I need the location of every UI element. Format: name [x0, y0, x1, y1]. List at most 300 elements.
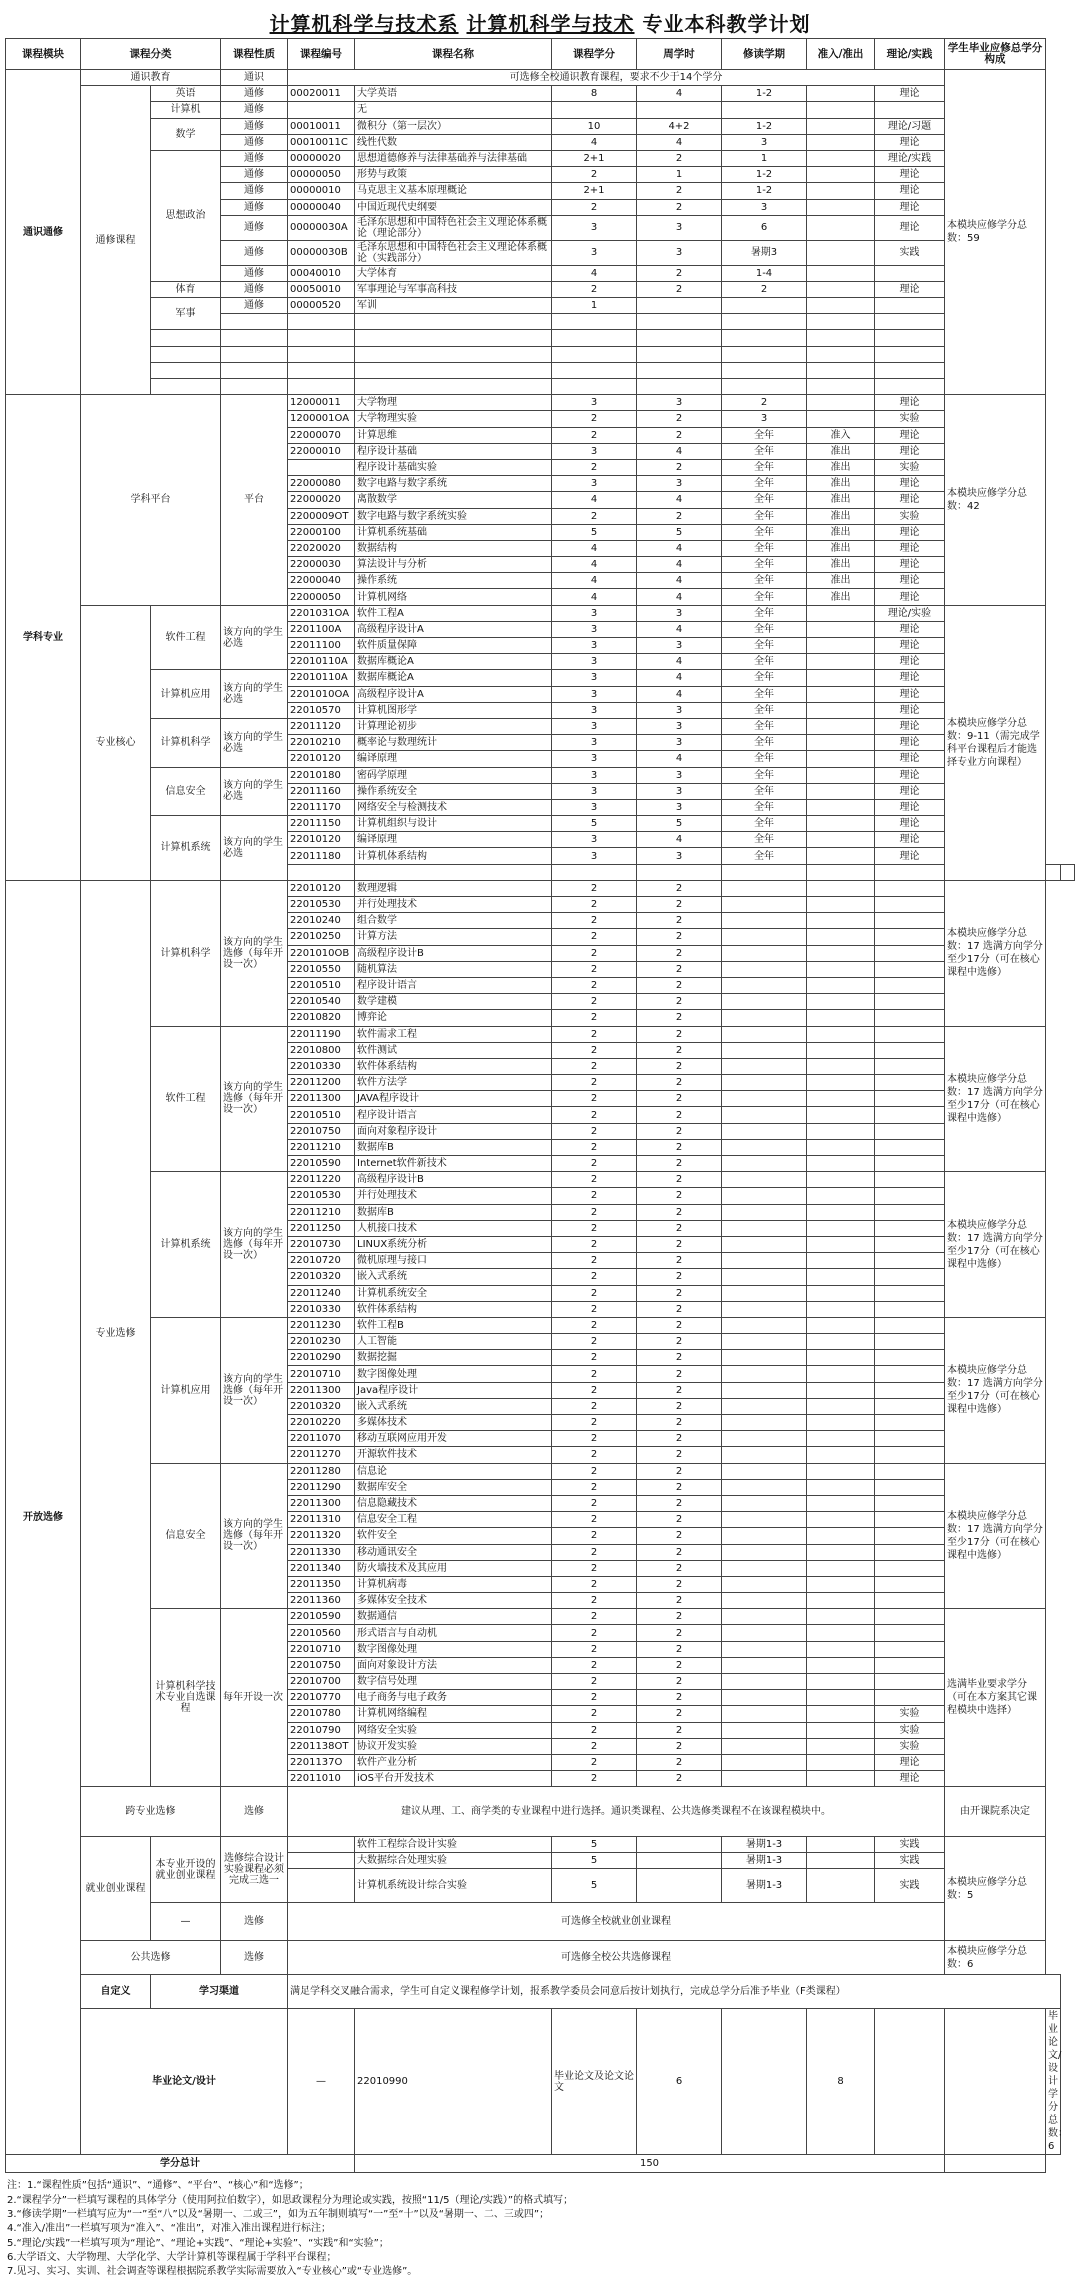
- course-name-cell: 软件方法学: [355, 1075, 552, 1091]
- access-cell: [807, 1317, 875, 1333]
- access-cell: [807, 686, 875, 702]
- header-code: 课程编号: [288, 39, 355, 70]
- semester-cell: [722, 994, 807, 1010]
- code-cell: 22010750: [288, 1123, 355, 1139]
- credit-cell: 2: [552, 897, 637, 913]
- table-row: [6, 1837, 1075, 1853]
- module-total-cell: 毕业论文/设计学分总数：6: [1046, 2009, 1061, 2155]
- code-cell: 22011100: [288, 638, 355, 654]
- semester-cell: 全年: [722, 621, 807, 637]
- course-name-cell: 毛泽东思想和中国特色社会主义理论体系概论（理论部分）: [355, 215, 552, 240]
- access-cell: [807, 1107, 875, 1123]
- table-row: [6, 362, 1075, 378]
- semester-cell: 1-2: [722, 118, 807, 134]
- nature-cell: 选修综合设计实验课程必须完成三选一: [221, 1837, 288, 1903]
- course-name-cell: 计算机系统基础: [355, 524, 552, 540]
- credit-cell: 4: [552, 134, 637, 150]
- theory-practice-cell: 理论: [875, 395, 945, 411]
- course-name-cell: 随机算法: [355, 961, 552, 977]
- theory-practice-cell: 理论: [875, 215, 945, 240]
- theory-practice-cell: 理论/实践: [875, 150, 945, 166]
- course-name-cell: 大学物理: [355, 395, 552, 411]
- theory-practice-cell: [875, 1204, 945, 1220]
- course-name-cell: 软件质量保障: [355, 638, 552, 654]
- credit-cell: 3: [552, 832, 637, 848]
- theory-practice-cell: [875, 298, 945, 314]
- access-cell: [807, 848, 875, 864]
- code-cell: 00010011C: [288, 134, 355, 150]
- course-name-cell: [355, 362, 552, 378]
- weekly-hours-cell: 2: [637, 508, 722, 524]
- course-name-cell: 数据通信: [355, 1609, 552, 1625]
- credit-cell: 3: [552, 443, 637, 459]
- access-cell: [807, 362, 875, 378]
- course-name-cell: [355, 379, 552, 395]
- nature-cell: [221, 346, 288, 362]
- code-cell: 22010110A: [288, 654, 355, 670]
- semester-cell: [722, 102, 807, 118]
- theory-practice-cell: [875, 1593, 945, 1609]
- access-cell: [807, 1042, 875, 1058]
- course-name-cell: 嵌入式系统: [355, 1269, 552, 1285]
- credit-cell: 4: [552, 589, 637, 605]
- access-cell: [807, 1447, 875, 1463]
- module-total-cell: 本模块应修学分总数：17 选满方向学分至少17分（可在核心课程中选修）: [945, 1317, 1046, 1463]
- credit-cell: [552, 362, 637, 378]
- theory-practice-cell: [875, 1576, 945, 1592]
- weekly-hours-cell: 2: [637, 1366, 722, 1382]
- theory-practice-cell: [875, 1609, 945, 1625]
- theory-practice-cell: [875, 362, 945, 378]
- credit-cell: 8: [552, 86, 637, 102]
- credit-cell: 4: [552, 557, 637, 573]
- credit-cell: 2: [552, 1560, 637, 1576]
- access-cell: [807, 1463, 875, 1479]
- semester-cell: [722, 1253, 807, 1269]
- credit-cell: 2: [552, 1479, 637, 1495]
- subcategory-cell: [288, 864, 355, 880]
- credit-cell: 2: [552, 1253, 637, 1269]
- code-cell: 22010120: [288, 832, 355, 848]
- code-cell: 1200001OA: [288, 411, 355, 427]
- weekly-hours-cell: 2: [637, 1706, 722, 1722]
- theory-practice-cell: [875, 945, 945, 961]
- access-cell: [807, 1172, 875, 1188]
- semester-cell: 全年: [722, 557, 807, 573]
- access-cell: [807, 1495, 875, 1511]
- subcategory-cell: 计算机系统: [151, 816, 221, 881]
- code-cell: 22010710: [288, 1641, 355, 1657]
- span-text-cell: 可选修全校就业创业课程: [288, 1903, 945, 1941]
- notes: [5, 2179, 1075, 2279]
- code-cell: 22011120: [288, 718, 355, 734]
- weekly-hours-cell: 4: [637, 832, 722, 848]
- nature-cell: 通修: [221, 265, 288, 281]
- credit-cell: [552, 330, 637, 346]
- module-cell: 学科专业: [6, 395, 81, 881]
- weekly-hours-cell: 3: [637, 848, 722, 864]
- table-row: [6, 281, 1075, 297]
- course-name-cell: 嵌入式系统: [355, 1398, 552, 1414]
- course-name-cell: [355, 314, 552, 330]
- nature-cell: [221, 314, 288, 330]
- course-name-cell: 高级程序设计A: [355, 621, 552, 637]
- code-cell: 22010780: [288, 1706, 355, 1722]
- theory-practice-cell: [875, 1091, 945, 1107]
- weekly-hours-cell: 2: [637, 1269, 722, 1285]
- credit-cell: 3: [552, 240, 637, 265]
- nature-cell: 该方向的学生必选: [221, 670, 288, 719]
- weekly-hours-cell: 4+2: [637, 118, 722, 134]
- theory-practice-cell: [875, 1042, 945, 1058]
- access-cell: [807, 1479, 875, 1495]
- weekly-hours-cell: [637, 314, 722, 330]
- weekly-hours-cell: 2: [637, 265, 722, 281]
- course-name-cell: 软件测试: [355, 1042, 552, 1058]
- table-row: [6, 118, 1075, 134]
- theory-practice-cell: 理论: [875, 751, 945, 767]
- theory-practice-cell: [875, 929, 945, 945]
- access-cell: 准出: [807, 459, 875, 475]
- access-cell: [807, 1544, 875, 1560]
- credit-cell: 6: [637, 2009, 722, 2155]
- theory-practice-cell: 理论: [875, 686, 945, 702]
- access-cell: [807, 215, 875, 240]
- access-cell: [807, 1350, 875, 1366]
- nature-cell: 该方向的学生选修（每年开设一次）: [221, 1463, 288, 1609]
- subcategory-cell: 本专业开设的就业创业课程: [151, 1837, 221, 1903]
- course-name-cell: 中国近现代史纲要: [355, 199, 552, 215]
- note-line: 3.“修读学期”一栏填写应为“一”至“八”以及“暑期一、二或三”，如为五年制则填写“一”至“十”以及“暑期一、二、三或四”；: [7, 2208, 550, 2220]
- credit-cell: 2: [552, 1593, 637, 1609]
- weekly-hours-cell: 2: [637, 1771, 722, 1787]
- course-name-cell: 数据库B: [355, 1139, 552, 1155]
- table-row: [6, 767, 1075, 783]
- header-theory-practice: 理论/实践: [875, 39, 945, 70]
- course-name-cell: 程序设计语言: [355, 1107, 552, 1123]
- course-name-cell: [355, 330, 552, 346]
- theory-practice-cell: [875, 1398, 945, 1414]
- code-cell: 2201031OA: [288, 605, 355, 621]
- semester-cell: [722, 1236, 807, 1252]
- semester-cell: [722, 330, 807, 346]
- credit-cell: 2: [552, 1706, 637, 1722]
- weekly-hours-cell: 2: [637, 1738, 722, 1754]
- code-cell: 22011270: [288, 1447, 355, 1463]
- nature-cell: 该方向的学生必选: [221, 767, 288, 816]
- course-name-cell: 软件工程B: [355, 1317, 552, 1333]
- semester-cell: [722, 1495, 807, 1511]
- module-total-cell: 由开课院系决定: [945, 1787, 1046, 1837]
- category-cell: 跨专业选修: [81, 1787, 221, 1837]
- credit-cell: 2: [552, 1366, 637, 1382]
- theory-practice-cell: 理论: [875, 557, 945, 573]
- course-name-cell: 数学建模: [355, 994, 552, 1010]
- credit-cell: 3: [552, 670, 637, 686]
- code-cell: [288, 379, 355, 395]
- code-cell: 22010710: [288, 1366, 355, 1382]
- access-cell: [875, 2009, 945, 2155]
- course-name-cell: 编译原理: [355, 751, 552, 767]
- access-cell: [807, 1674, 875, 1690]
- credit-cell: 2: [552, 1350, 637, 1366]
- semester-cell: [722, 314, 807, 330]
- credit-cell: 3: [552, 735, 637, 751]
- course-name-cell: LINUX系统分析: [355, 1236, 552, 1252]
- weekly-hours-cell: 2: [637, 150, 722, 166]
- semester-cell: 1-2: [722, 183, 807, 199]
- nature-cell: 该方向的学生选修（每年开设一次）: [221, 1026, 288, 1172]
- weekly-hours-cell: [637, 362, 722, 378]
- course-name-cell: 数理逻辑: [355, 880, 552, 896]
- weekly-hours-cell: 3: [637, 735, 722, 751]
- credit-cell: 3: [552, 215, 637, 240]
- course-name-cell: 数据库概论A: [355, 654, 552, 670]
- module-total-cell: 本模块应修学分总数：17 选满方向学分至少17分（可在核心课程中选修）: [945, 880, 1046, 1026]
- access-cell: 准出: [807, 508, 875, 524]
- theory-practice-cell: 实验: [875, 459, 945, 475]
- theory-practice-cell: 理论/实验: [875, 605, 945, 621]
- course-name-cell: 计算方法: [355, 929, 552, 945]
- course-name-cell: 软件产业分析: [355, 1754, 552, 1770]
- weekly-hours-cell: 2: [637, 1123, 722, 1139]
- weekly-hours-cell: 2: [637, 1398, 722, 1414]
- access-cell: [807, 314, 875, 330]
- theory-practice-cell: [875, 994, 945, 1010]
- subcategory-cell: 计算机科学: [151, 880, 221, 1026]
- credit-cell: 2: [552, 1431, 637, 1447]
- semester-cell: [722, 1204, 807, 1220]
- code-cell: 22011210: [288, 1204, 355, 1220]
- weekly-hours-cell: 2: [637, 1026, 722, 1042]
- credit-cell: 2: [552, 1334, 637, 1350]
- semester-cell: [722, 1609, 807, 1625]
- weekly-hours-cell: 4: [637, 86, 722, 102]
- semester-cell: 全年: [722, 492, 807, 508]
- category-cell: 公共选修: [81, 1941, 221, 1975]
- theory-practice-cell: 实验: [875, 508, 945, 524]
- course-name-cell: 形式语言与自动机: [355, 1625, 552, 1641]
- course-name-cell: 形势与政策: [355, 167, 552, 183]
- access-cell: [807, 961, 875, 977]
- theory-practice-cell: 理论: [875, 524, 945, 540]
- access-cell: [807, 1706, 875, 1722]
- course-name-cell: 面向对象程序设计: [355, 1123, 552, 1139]
- theory-practice-cell: [875, 1479, 945, 1495]
- code-cell: 22000020: [288, 492, 355, 508]
- access-cell: [807, 1382, 875, 1398]
- course-name-cell: JAVA程序设计: [355, 1091, 552, 1107]
- access-cell: [807, 994, 875, 1010]
- access-cell: [807, 1156, 875, 1172]
- module-total-cell: 本模块应修学分总数：17 选满方向学分至少17分（可在核心课程中选修）: [945, 1026, 1046, 1172]
- credit-cell: 2: [552, 1042, 637, 1058]
- table-row: [6, 816, 1075, 832]
- weekly-hours-cell: [637, 346, 722, 362]
- nature-cell: 该方向的学生必选: [221, 718, 288, 767]
- credit-cell: 2: [552, 281, 637, 297]
- weekly-hours-cell: [722, 2009, 807, 2155]
- nature-cell: [221, 379, 288, 395]
- course-name-cell: 操作系统: [355, 573, 552, 589]
- nature-cell: 通修: [221, 150, 288, 166]
- weekly-hours-cell: 2: [637, 1350, 722, 1366]
- credit-cell: [722, 864, 807, 880]
- theory-practice-cell: [875, 330, 945, 346]
- credit-cell: 2: [552, 411, 637, 427]
- course-name-cell: 数字电路与数字系统实验: [355, 508, 552, 524]
- semester-cell: [722, 1091, 807, 1107]
- weekly-hours-cell: 2: [637, 1495, 722, 1511]
- code-cell: 22010120: [288, 880, 355, 896]
- theory-practice-cell: 理论: [875, 718, 945, 734]
- code-cell: 22011210: [288, 1139, 355, 1155]
- credit-cell: 2+1: [552, 183, 637, 199]
- subcategory-cell: 计算机: [151, 102, 221, 118]
- span-text-cell: 满足学科交叉融合需求，学生可自定义课程修学计划，报系教学委员会同意后按计划执行，完成总学分后准予毕业（F类课程）: [288, 1975, 1061, 2009]
- course-name-cell: 高级程序设计B: [355, 945, 552, 961]
- theory-practice-cell: [875, 1560, 945, 1576]
- module-cell: 毕业论文/设计: [81, 2009, 288, 2155]
- theory-practice-cell: [875, 1156, 945, 1172]
- course-name-cell: 电子商务与电子政务: [355, 1690, 552, 1706]
- access-cell: [807, 1026, 875, 1042]
- semester-cell: 全年: [722, 459, 807, 475]
- header-total-credits: 学生毕业应修总学分构成: [945, 39, 1046, 70]
- course-name-cell: 计算机网络编程: [355, 1706, 552, 1722]
- semester-cell: 暑期1-3: [722, 1837, 807, 1853]
- module-total-cell: 本模块应修学分总数：9-11（需完成学科平台课程后才能选择专业方向课程）: [945, 605, 1046, 880]
- semester-cell: [722, 1269, 807, 1285]
- course-name-cell: 无: [355, 102, 552, 118]
- table-row: [6, 605, 1075, 621]
- credit-cell: 2: [552, 913, 637, 929]
- theory-practice-cell: 理论: [875, 654, 945, 670]
- header-weekly-hours: 周学时: [637, 39, 722, 70]
- credit-cell: 2: [552, 961, 637, 977]
- code-cell: 12000011: [288, 395, 355, 411]
- semester-cell: [722, 1690, 807, 1706]
- code-cell: 22011160: [288, 783, 355, 799]
- subcategory-cell: 英语: [151, 86, 221, 102]
- course-name-cell: 软件工程综合设计实验: [355, 1837, 552, 1853]
- weekly-hours-cell: 2: [637, 427, 722, 443]
- subcategory-cell: [151, 346, 221, 362]
- credit-cell: 2: [552, 977, 637, 993]
- semester-cell: [722, 1544, 807, 1560]
- code-cell: 22010790: [288, 1722, 355, 1738]
- course-name-cell: 程序设计基础: [355, 443, 552, 459]
- semester-cell: 2: [722, 281, 807, 297]
- access-cell: [807, 1220, 875, 1236]
- access-cell: [807, 86, 875, 102]
- credit-cell: 3: [552, 476, 637, 492]
- course-name-cell: 软件体系结构: [355, 1301, 552, 1317]
- credit-cell: 3: [552, 702, 637, 718]
- theory-practice-cell: [875, 1625, 945, 1641]
- semester-cell: 全年: [722, 605, 807, 621]
- title-dept: 计算机科学与技术系: [269, 12, 459, 36]
- access-cell: 准出: [807, 476, 875, 492]
- code-cell: 22010320: [288, 1269, 355, 1285]
- semester-cell: 全年: [722, 524, 807, 540]
- credit-cell: 2: [552, 1674, 637, 1690]
- code-cell: 22011010: [288, 1771, 355, 1787]
- course-name-cell: 计算机图形学: [355, 702, 552, 718]
- access-cell: [807, 1204, 875, 1220]
- table-row: [6, 1903, 1075, 1941]
- access-cell: [807, 379, 875, 395]
- code-cell: 22010530: [288, 897, 355, 913]
- semester-cell: [722, 1641, 807, 1657]
- credit-cell: 2: [552, 1301, 637, 1317]
- code-cell: 22010750: [288, 1657, 355, 1673]
- access-cell: [807, 1010, 875, 1026]
- table-row: [6, 2155, 1075, 2173]
- code-cell: 22011340: [288, 1560, 355, 1576]
- code-cell: 22011240: [288, 1285, 355, 1301]
- semester-cell: 3: [722, 199, 807, 215]
- course-name-cell: 软件体系结构: [355, 1058, 552, 1074]
- access-cell: 准出: [807, 540, 875, 556]
- access-cell: [807, 945, 875, 961]
- weekly-hours-cell: 2: [637, 1317, 722, 1333]
- code-cell: 22011300: [288, 1382, 355, 1398]
- weekly-hours-cell: 2: [637, 1075, 722, 1091]
- nature-cell: 通修: [221, 86, 288, 102]
- semester-cell: [722, 298, 807, 314]
- credit-cell: 2: [552, 1738, 637, 1754]
- course-name-cell: 数据挖掘: [355, 1350, 552, 1366]
- semester-cell: 全年: [722, 767, 807, 783]
- course-name-cell: 微积分（第一层次）: [355, 118, 552, 134]
- theory-practice-cell: [875, 1253, 945, 1269]
- module-total-cell: 本模块应修学分总数：17 选满方向学分至少17分（可在核心课程中选修）: [945, 1172, 1046, 1318]
- semester-cell: 1-4: [722, 265, 807, 281]
- course-name-cell: 信息论: [355, 1463, 552, 1479]
- access-cell: [807, 1075, 875, 1091]
- table-row: [6, 1463, 1075, 1479]
- credit-cell: 2: [552, 1317, 637, 1333]
- credit-cell: 2+1: [552, 150, 637, 166]
- code-cell: 00000520: [288, 298, 355, 314]
- theory-practice-cell: 理论: [875, 767, 945, 783]
- code-cell: 22010570: [288, 702, 355, 718]
- semester-cell: [722, 1771, 807, 1787]
- access-cell: [807, 654, 875, 670]
- theory-practice-cell: 理论: [875, 621, 945, 637]
- course-name-cell: 多媒体安全技术: [355, 1593, 552, 1609]
- nature-cell: 每年开设一次: [221, 1609, 288, 1787]
- subcategory-cell: 计算机科学: [151, 718, 221, 767]
- nature-cell: 通修: [221, 199, 288, 215]
- semester-cell: [722, 897, 807, 913]
- theory-practice-cell: [875, 1674, 945, 1690]
- code-cell: 22000100: [288, 524, 355, 540]
- semester-cell: 1-2: [722, 86, 807, 102]
- weekly-hours-cell: [637, 1837, 722, 1853]
- code-cell: 22000050: [288, 589, 355, 605]
- weekly-hours-cell: [637, 379, 722, 395]
- credit-cell: 4: [552, 265, 637, 281]
- weekly-hours-cell: 2: [637, 1657, 722, 1673]
- access-cell: [807, 1609, 875, 1625]
- code-cell: 22000080: [288, 476, 355, 492]
- course-name-cell: Internet软件新技术: [355, 1156, 552, 1172]
- weekly-hours-cell: 2: [637, 411, 722, 427]
- course-name-cell: 数字图像处理: [355, 1366, 552, 1382]
- table-row: [6, 1609, 1075, 1625]
